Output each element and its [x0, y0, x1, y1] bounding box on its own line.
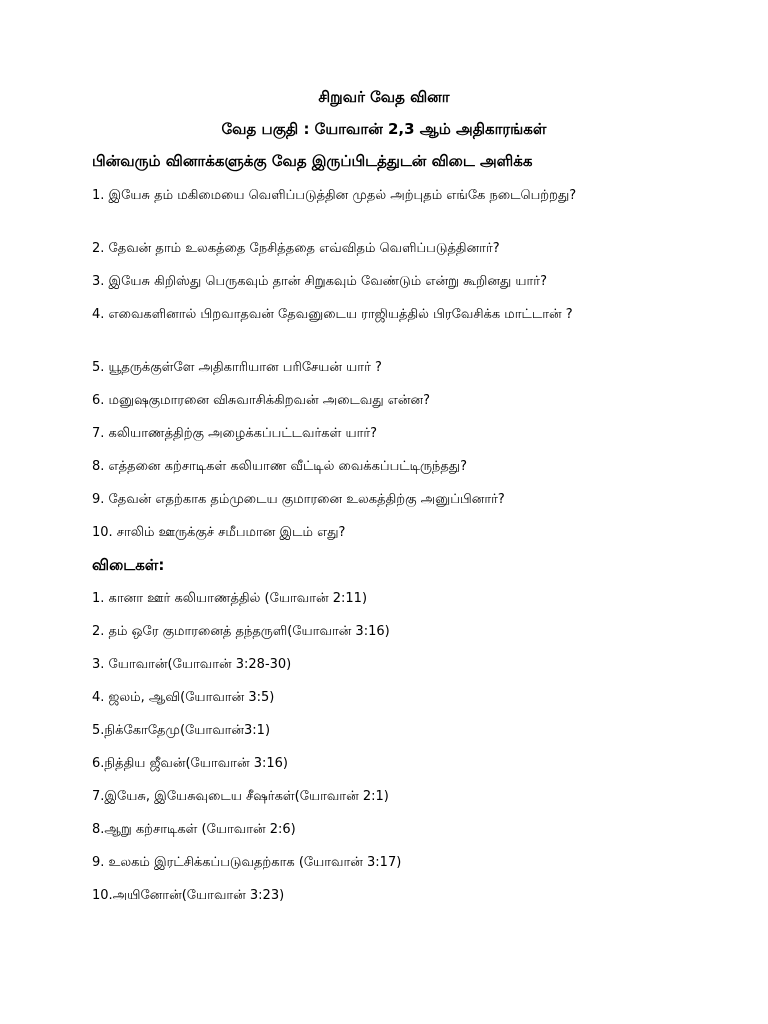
question-1: 1. இயேசு தம் மகிமையை வெளிப்படுத்தின முதல் அற்புதம் எங்கே நடைபெற்றது?	[92, 188, 577, 203]
question-2: 2. தேவன் தாம் உலகத்தை நேசித்ததை எவ்விதம் வெளிப்படுத்தினார்?	[92, 241, 500, 256]
answer-1: 1. கானா ஊர் கலியாணத்தில் (யோவான் 2:11)	[92, 591, 368, 606]
question-7: 7. கலியாணத்திற்கு அழைக்கப்பட்டவர்கள் யார்?	[92, 426, 378, 441]
question-8: 8. எத்தனை கற்சாடிகள் கலியாண வீட்டில் வைக்கப்பட்டிருந்தது?	[92, 459, 468, 474]
answer-10: 10.அயினோன்(யோவான் 3:23)	[92, 888, 285, 903]
question-4: 4. எவைகளினால் பிறவாதவன் தேவனுடைய ராஜியத்தில் பிரவேசிக்க மாட்டான் ?	[92, 307, 573, 322]
answer-2: 2. தம் ஒரே குமாரனைத் தந்தருளி(யோவான் 3:16)	[92, 624, 390, 639]
answer-7: 7.இயேசு, இயேசுவுடைய சீஷர்கள்(யோவான் 2:1)	[92, 789, 389, 804]
answer-8: 8.ஆறு கற்சாடிகள் (யோவான் 2:6)	[92, 822, 296, 837]
question-9: 9. தேவன் எதற்காக தம்முடைய குமாரனை உலகத்திற்கு அனுப்பினார்?	[92, 492, 505, 507]
question-10: 10. சாலிம் ஊருக்குச் சமீபமான இடம் எது?	[92, 525, 346, 540]
answer-6: 6.நித்திய ஜீவன்(யோவான் 3:16)	[92, 756, 288, 771]
answer-4: 4. ஜலம், ஆவி(யோவான் 3:5)	[92, 690, 275, 705]
answer-3: 3. யோவான்(யோவான் 3:28-30)	[92, 657, 292, 672]
document-title: சிறுவர் வேத வினா	[318, 88, 450, 106]
answer-5: 5.நிக்கோதேமு(யோவான்3:1)	[92, 723, 271, 738]
question-6: 6. மனுஷகுமாரனை விசுவாசிக்கிறவன் அடைவது என்ன?	[92, 393, 430, 408]
answer-9: 9. உலகம் இரட்சிக்கப்படுவதற்காக (யோவான் 3:17)	[92, 855, 402, 870]
question-5: 5. யூதருக்குள்ளே அதிகாரியான பரிசேயன் யார் ?	[92, 360, 382, 375]
question-3: 3. இயேசு கிறிஸ்து பெருகவும் தான் சிறுகவும் வேண்டும் என்று கூறினது யார்?	[92, 274, 547, 289]
document-subtitle: வேத பகுதி : யோவான் 2,3 ஆம் அதிகாரங்கள்	[221, 120, 547, 138]
instruction-heading: பின்வரும் வினாக்களுக்கு வேத இருப்பிடத்துடன் விடை அளிக்க	[92, 152, 533, 170]
answers-heading: விடைகள்:	[92, 556, 165, 574]
